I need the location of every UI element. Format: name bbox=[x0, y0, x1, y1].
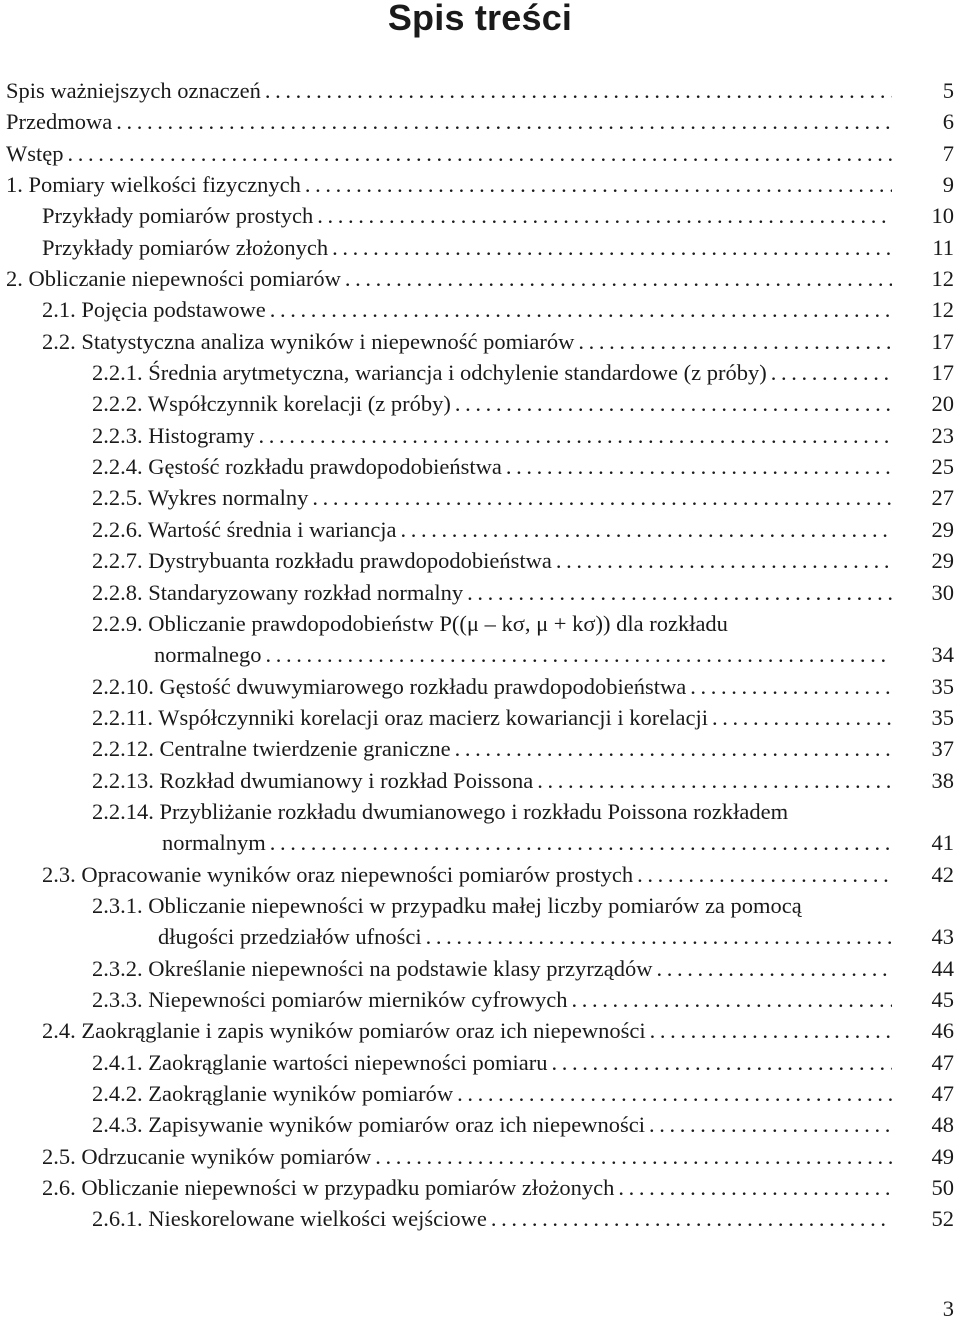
table-of-contents bbox=[0, 75, 960, 1235]
toc-entry bbox=[0, 482, 960, 513]
toc-entry-title: 2.2.3. Histogramy bbox=[92, 422, 255, 448]
toc-entry bbox=[0, 1203, 960, 1234]
toc-entry bbox=[0, 545, 960, 576]
toc-page-number: 47 bbox=[931, 1081, 954, 1106]
toc-entry bbox=[0, 796, 960, 859]
toc-entry-title: 2.3.3. Niepewności pomiarów mierników cyfrowych bbox=[92, 986, 568, 1012]
toc-page-number: 29 bbox=[931, 548, 954, 574]
toc-page-number: 30 bbox=[931, 579, 954, 605]
toc-entry-title: 2.2.1. Średnia arytmetyczna, wariancja i odchylenie standardowe (z próby) bbox=[92, 360, 767, 386]
dot-leader bbox=[265, 639, 892, 670]
toc-entry-title: 2.3.2. Określanie niepewności na podstawie klasy przyrządów bbox=[92, 955, 653, 981]
dot-leader bbox=[455, 733, 892, 764]
toc-entry bbox=[0, 671, 960, 702]
toc-page-number: 20 bbox=[931, 391, 954, 417]
toc-entry bbox=[0, 1078, 960, 1109]
toc-page-number: 34 bbox=[931, 642, 954, 668]
dot-leader bbox=[317, 200, 892, 231]
dot-leader bbox=[491, 1203, 892, 1234]
toc-page-number: 42 bbox=[931, 861, 954, 887]
toc-entry-title: 2.2.11. Współczynniki korelacji oraz macierz kowariancji i korelacji bbox=[92, 704, 709, 730]
dot-leader bbox=[401, 514, 892, 545]
toc-entry bbox=[0, 294, 960, 325]
toc-entry-title: 2.2.7. Dystrybuanta rozkładu prawdopodobieństwa bbox=[92, 548, 552, 574]
toc-page-number: 29 bbox=[931, 516, 954, 542]
dot-leader bbox=[467, 577, 892, 608]
toc-page-number: 10 bbox=[931, 203, 954, 229]
toc-entry bbox=[0, 451, 960, 482]
dot-leader bbox=[656, 953, 892, 984]
dot-leader bbox=[455, 388, 892, 419]
toc-page-number: 44 bbox=[931, 955, 954, 981]
toc-entry bbox=[0, 577, 960, 608]
toc-entry-title: 2.4.1. Zaokrąglanie wartości niepewności pomiaru bbox=[92, 1049, 548, 1075]
page-number-footer: 3 bbox=[942, 1296, 954, 1321]
toc-entry bbox=[0, 702, 960, 733]
dot-leader bbox=[649, 1109, 892, 1140]
toc-page-number: 9 bbox=[942, 172, 954, 198]
toc-entry bbox=[0, 357, 960, 388]
toc-entry bbox=[0, 1109, 960, 1140]
toc-entry-title: 2.2.13. Rozkład dwumianowy i rozkład Poissona bbox=[92, 767, 534, 793]
toc-entry-title-continued: normalnego bbox=[154, 642, 262, 668]
toc-entry-title: 2.2.14. Przybliżanie rozkładu dwumianowego i rozkładu Poissona rozkładem bbox=[92, 798, 789, 824]
dot-leader bbox=[375, 1141, 892, 1172]
toc-entry bbox=[0, 75, 960, 106]
toc-page-number: 35 bbox=[931, 704, 954, 730]
toc-entry-title: 2.1. Pojęcia podstawowe bbox=[42, 297, 266, 323]
dot-leader bbox=[771, 357, 892, 388]
toc-page-number: 38 bbox=[931, 767, 954, 793]
toc-entry-title: 2.6. Obliczanie niepewności w przypadku pomiarów złożonych bbox=[42, 1175, 615, 1201]
toc-entry-title: 2.2.8. Standaryzowany rozkład normalny bbox=[92, 579, 464, 605]
dot-leader bbox=[457, 1078, 892, 1109]
toc-entry bbox=[0, 420, 960, 451]
toc-page-number: 27 bbox=[931, 485, 954, 511]
dot-leader bbox=[116, 106, 892, 137]
dot-leader bbox=[537, 765, 892, 796]
toc-entry-title: 2.5. Odrzucanie wyników pomiarów bbox=[42, 1143, 372, 1169]
toc-entry bbox=[0, 232, 960, 263]
toc-entry bbox=[0, 859, 960, 890]
dot-leader bbox=[618, 1172, 892, 1203]
toc-entry-title: 2.2.10. Gęstość dwuwymiarowego rozkładu prawdopodobieństwa bbox=[92, 673, 687, 699]
toc-page-number: 6 bbox=[942, 109, 954, 135]
dot-leader bbox=[305, 169, 892, 200]
toc-entry bbox=[0, 138, 960, 169]
toc-entry-title: 2.4.3. Zapisywanie wyników pomiarów oraz ich niepewności bbox=[92, 1112, 645, 1138]
toc-page-number: 45 bbox=[931, 986, 954, 1012]
toc-entry bbox=[0, 1172, 960, 1203]
toc-page-number: 52 bbox=[931, 1206, 954, 1232]
dot-leader bbox=[332, 232, 892, 263]
toc-entry bbox=[0, 984, 960, 1015]
toc-page-number: 37 bbox=[931, 736, 954, 762]
toc-entry-title: 1. Pomiary wielkości fizycznych bbox=[6, 172, 301, 198]
toc-entry-title: 2. Obliczanie niepewności pomiarów bbox=[6, 266, 341, 292]
dot-leader bbox=[270, 294, 892, 325]
dot-leader bbox=[506, 451, 892, 482]
toc-page-number: 41 bbox=[931, 830, 954, 856]
toc-entry-title: 2.2.9. Obliczanie prawdopodobieństw P((μ – kσ, μ + kσ)) dla rozkładu bbox=[92, 610, 728, 636]
toc-entry-title: 2.2.2. Współczynnik korelacji (z próby) bbox=[92, 391, 451, 417]
toc-entry bbox=[0, 106, 960, 137]
dot-leader bbox=[67, 138, 892, 169]
dot-leader bbox=[650, 1015, 892, 1046]
toc-page-number: 5 bbox=[942, 78, 954, 103]
toc-entry-title: Spis ważniejszych oznaczeń bbox=[6, 78, 261, 103]
toc-entry bbox=[0, 953, 960, 984]
toc-page-number: 23 bbox=[931, 422, 954, 448]
toc-page-number: 17 bbox=[931, 328, 954, 354]
dot-leader bbox=[345, 263, 892, 294]
toc-entry-title: 2.2. Statystyczna analiza wyników i niepewność pomiarów bbox=[42, 328, 575, 354]
toc-page-number: 49 bbox=[931, 1143, 954, 1169]
toc-entry bbox=[0, 1141, 960, 1172]
dot-leader bbox=[551, 1047, 892, 1078]
dot-leader bbox=[265, 75, 892, 106]
toc-entry-title: 2.2.6. Wartość średnia i wariancja bbox=[92, 516, 397, 542]
dot-leader bbox=[578, 326, 892, 357]
toc-page-number: 12 bbox=[931, 297, 954, 323]
toc-entry bbox=[0, 733, 960, 764]
toc-page-number: 35 bbox=[931, 673, 954, 699]
toc-entry bbox=[0, 890, 960, 953]
toc-entry-title: Przedmowa bbox=[6, 109, 113, 135]
toc-entry bbox=[0, 169, 960, 200]
toc-entry-title-continued: długości przedziałów ufności bbox=[158, 924, 422, 950]
dot-leader bbox=[259, 420, 893, 451]
dot-leader bbox=[556, 545, 892, 576]
toc-entry-title: 2.2.5. Wykres normalny bbox=[92, 485, 309, 511]
toc-entry bbox=[0, 388, 960, 419]
toc-page-number: 7 bbox=[942, 140, 954, 166]
toc-entry bbox=[0, 608, 960, 671]
toc-entry-title: Przykłady pomiarów prostych bbox=[42, 203, 314, 229]
toc-entry bbox=[0, 200, 960, 231]
toc-page-number: 11 bbox=[932, 234, 954, 260]
dot-leader bbox=[712, 702, 892, 733]
dot-leader bbox=[270, 827, 892, 858]
toc-entry-title: 2.3.1. Obliczanie niepewności w przypadku małej liczby pomiarów za pomocą bbox=[92, 892, 802, 918]
page-title: Spis treści bbox=[387, 0, 573, 38]
dot-leader bbox=[637, 859, 892, 890]
toc-entry-title: 2.6.1. Nieskorelowane wielkości wejściowe bbox=[92, 1206, 487, 1232]
dot-leader bbox=[312, 482, 892, 513]
toc-entry-title-continued: normalnym bbox=[162, 830, 266, 856]
toc-entry bbox=[0, 514, 960, 545]
toc-entry-title: 2.4. Zaokrąglanie i zapis wyników pomiarów oraz ich niepewności bbox=[42, 1018, 646, 1044]
toc-page-number: 17 bbox=[931, 360, 954, 386]
toc-page-number: 46 bbox=[931, 1018, 954, 1044]
toc-entry-title: 2.2.4. Gęstość rozkładu prawdopodobieństwa bbox=[92, 454, 502, 480]
toc-entry bbox=[0, 1015, 960, 1046]
dot-leader bbox=[572, 984, 892, 1015]
toc-page-number: 43 bbox=[931, 924, 954, 950]
toc-entry-title: Wstęp bbox=[6, 140, 64, 166]
toc-page-number: 48 bbox=[931, 1112, 954, 1138]
toc-entry-title: 2.2.12. Centralne twierdzenie graniczne bbox=[92, 736, 451, 762]
toc-entry-title: Przykłady pomiarów złożonych bbox=[42, 234, 329, 260]
dot-leader bbox=[690, 671, 892, 702]
toc-entry bbox=[0, 1047, 960, 1078]
dot-leader bbox=[426, 921, 892, 952]
toc-page-number: 25 bbox=[931, 454, 954, 480]
toc-entry-title: 2.3. Opracowanie wyników oraz niepewności pomiarów prostych bbox=[42, 861, 634, 887]
toc-entry bbox=[0, 263, 960, 294]
toc-page-number: 12 bbox=[931, 266, 954, 292]
toc-entry bbox=[0, 765, 960, 796]
toc-entry bbox=[0, 326, 960, 357]
toc-entry-title: 2.4.2. Zaokrąglanie wyników pomiarów bbox=[92, 1081, 454, 1106]
toc-page-number: 50 bbox=[931, 1175, 954, 1201]
toc-page-number: 47 bbox=[931, 1049, 954, 1075]
